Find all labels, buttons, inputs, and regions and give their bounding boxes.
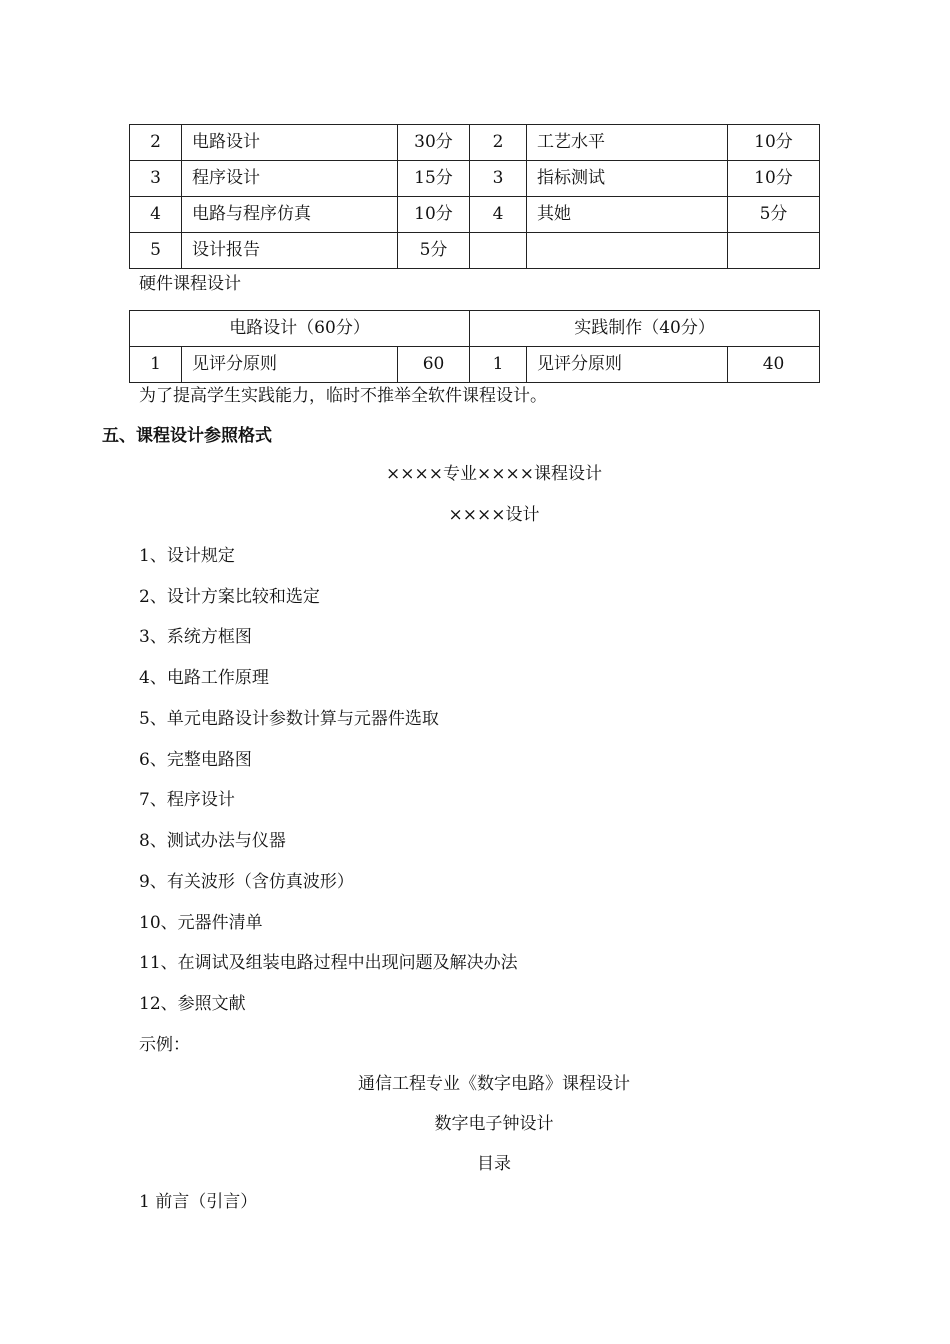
note-paragraph: 为了提高学生实践能力，临时不推举全软件课程设计。 — [139, 386, 547, 406]
table-row — [130, 197, 820, 233]
table-cell: 10分 — [728, 125, 820, 161]
table-cell — [728, 233, 820, 269]
example-title: 通信工程专业《数字电路》课程设计 — [358, 1074, 630, 1094]
table-cell — [527, 233, 728, 269]
table-cell: 10分 — [728, 161, 820, 197]
table-cell: 工艺水平 — [527, 125, 728, 161]
table-cell: 1 — [130, 347, 182, 383]
list-item: 6、完整电路图 — [139, 750, 252, 770]
table-row — [130, 347, 820, 383]
table-cell: 4 — [130, 197, 182, 233]
list-item: 8、测试办法与仪器 — [139, 831, 286, 851]
table-header-cell: 实践制作（40分） — [470, 311, 820, 347]
table-cell: 15分 — [398, 161, 470, 197]
table-cell: 见评分原则 — [182, 347, 398, 383]
table-cell: 30分 — [398, 125, 470, 161]
table-cell: 2 — [130, 125, 182, 161]
toc-item: 1 前言（引言） — [139, 1192, 258, 1212]
table-cell: 3 — [130, 161, 182, 197]
hardware-scoring-table — [129, 310, 820, 383]
table-cell: 10分 — [398, 197, 470, 233]
table-cell: 3 — [470, 161, 527, 197]
table-cell: 设计报告 — [182, 233, 398, 269]
table-header-cell: 电路设计（60分） — [130, 311, 470, 347]
list-item: 9、有关波形（含仿真波形） — [139, 872, 354, 892]
table-cell: 4 — [470, 197, 527, 233]
table-cell: 1 — [470, 347, 527, 383]
table-row — [130, 125, 820, 161]
list-item: 4、电路工作原理 — [139, 668, 269, 688]
section-heading: 五、课程设计参照格式 — [102, 426, 272, 446]
format-title: ××××专业××××课程设计 — [386, 464, 602, 484]
hardware-course-label: 硬件课程设计 — [139, 274, 241, 294]
list-item: 5、单元电路设计参数计算与元器件选取 — [139, 709, 439, 729]
list-item: 1、设计规定 — [139, 546, 235, 566]
table-cell: 其她 — [527, 197, 728, 233]
table-header-row — [130, 311, 820, 347]
list-item: 7、程序设计 — [139, 790, 235, 810]
table-row — [130, 161, 820, 197]
example-subtitle: 数字电子钟设计 — [434, 1114, 554, 1134]
scoring-table — [129, 124, 820, 269]
list-item: 2、设计方案比较和选定 — [139, 587, 320, 607]
table-cell — [470, 233, 527, 269]
table-cell: 指标测试 — [527, 161, 728, 197]
list-item: 12、参照文献 — [139, 994, 246, 1014]
table-cell: 见评分原则 — [527, 347, 728, 383]
list-item: 10、元器件清单 — [139, 913, 263, 933]
list-item: 11、在调试及组装电路过程中出现问题及解决办法 — [139, 953, 518, 973]
table-cell: 5 — [130, 233, 182, 269]
table-cell: 电路设计 — [182, 125, 398, 161]
table-cell: 电路与程序仿真 — [182, 197, 398, 233]
table-row — [130, 233, 820, 269]
toc-title: 目录 — [477, 1154, 511, 1174]
table-cell: 40 — [728, 347, 820, 383]
example-label: 示例： — [139, 1035, 190, 1055]
list-item: 3、系统方框图 — [139, 627, 252, 647]
table-cell: 60 — [398, 347, 470, 383]
table-cell: 程序设计 — [182, 161, 398, 197]
table-cell: 5分 — [398, 233, 470, 269]
format-subtitle: ××××设计 — [448, 505, 540, 525]
table-cell: 5分 — [728, 197, 820, 233]
table-cell: 2 — [470, 125, 527, 161]
